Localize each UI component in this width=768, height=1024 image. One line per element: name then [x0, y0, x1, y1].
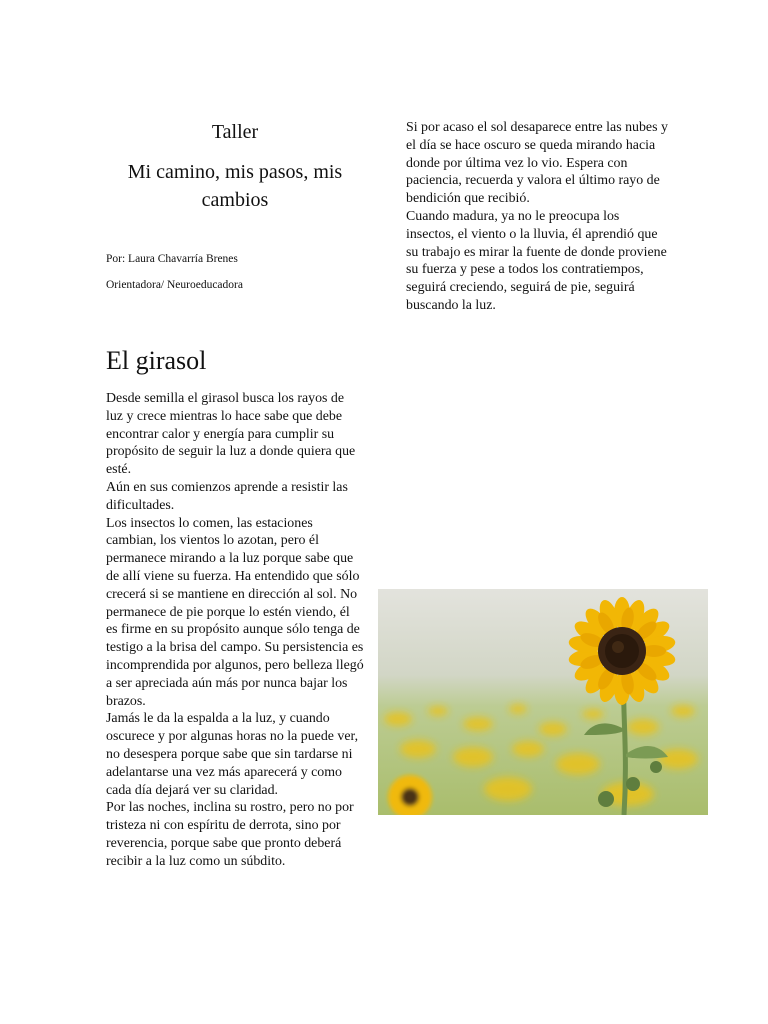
document-subtitle: Mi camino, mis pasos, mis cambios [127, 161, 343, 211]
sunflower-field-illustration [378, 589, 708, 815]
paragraph: Cuando madura, ya no le preocupa los insectos, el viento o la lluvia, él aprendió que su trabajo es mirar la fuente de donde proviene su fuerza y pese a todos los contratiempos, seguirá creciendo, seguirá de pie, seguirá buscando la luz. [406, 208, 667, 313]
sunflower-photo [378, 589, 708, 815]
author-role: Orientadora/ Neuroeducadora [106, 279, 243, 291]
paragraph: Aún en sus comienzos aprende a resistir las dificultades. [106, 479, 348, 513]
paragraph: Desde semilla el girasol busca los rayos de luz y crece mientras lo hace sabe que debe encontrar calor y energía para cumplir su propósito de seguir la luz a donde quiera que esté. [106, 391, 356, 478]
right-column-text [406, 119, 668, 315]
paragraph: Por las noches, inclina su rostro, pero no por tristeza ni con espíritu de derrota, sino por reverencia, porque sabe que pronto deberá recibir a la luz como un súbdito. [106, 800, 354, 869]
paragraph: Si por acaso el sol desaparece entre las nubes y el día se hace oscuro se queda mirando hacia donde por última vez lo vio. Espera con paciencia, recuerda y valora el último rayo de bendición que recibió. [406, 120, 668, 207]
paragraph: Los insectos lo comen, las estaciones cambian, los vientos lo azotan, pero él permanece mirando a la luz porque sabe que de allí viene su fuerza. Ha entendido que sólo crecerá si se mantiene en dirección al sol. No permanece de pie porque lo estén viendo, él es firme en su propósito aunque sólo tenga de testigo a la brisa del campo. Su persistencia es incomprendida por algunos, pero belleza llegó a ser apreciada aún más por nunca bajar los brazos. [106, 515, 364, 709]
author-line: Por: Laura Chavarría Brenes [106, 253, 238, 265]
section-heading: El girasol [106, 346, 207, 375]
document-title: Taller [211, 121, 259, 143]
left-column-text [106, 390, 364, 871]
paragraph: Jamás le da la espalda a la luz, y cuando oscurece y por algunas horas no la puede ver, no desespera porque sabe que sin tardarse ni adelantarse una vez más aparecerá y como cada día dejará ver su claridad. [106, 711, 359, 798]
